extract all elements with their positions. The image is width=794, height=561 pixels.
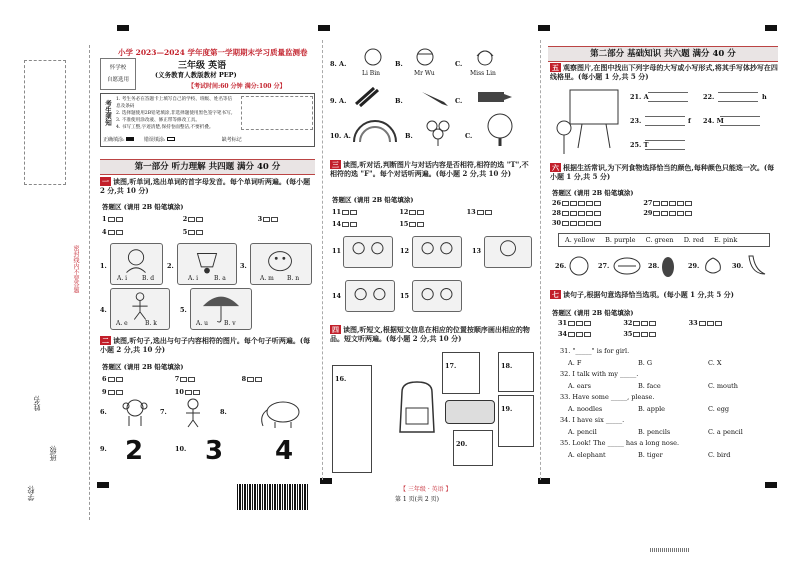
question-stem: 35. Look! The _____ has a long nose. (560, 439, 680, 447)
answer-area-2: 答题区 (请用 2B 铅笔填涂) (102, 363, 184, 371)
bubble-f[interactable] (350, 210, 357, 215)
flowers-picture (418, 116, 458, 146)
class-label: 班级: (49, 445, 57, 462)
name-label: Li Bin (362, 70, 381, 77)
bubble-a[interactable] (108, 377, 115, 382)
time-score: 【考试时间:60 分钟 满分:100 分】 (188, 83, 286, 90)
bubble-a[interactable] (263, 217, 270, 222)
option-a: A. elephant (568, 450, 606, 459)
question-2-text: 二 读图,听句子,选出与句子内容相符的图片。每个句子听两遍。(每小题 2 分,共 10 分) (100, 336, 311, 354)
monkey-picture (115, 398, 155, 428)
dialogue-picture (484, 236, 532, 268)
bubble-b[interactable] (271, 217, 278, 222)
drawing-box-16[interactable]: 16. (332, 365, 372, 473)
name-label: 姓名: (33, 395, 41, 412)
option-b: B. a (214, 275, 226, 282)
answer-area-1: 答题区 (请用 2B 铅笔填涂) (102, 203, 184, 211)
bubble-t[interactable] (342, 222, 349, 227)
drawing-box-19[interactable]: 19. (498, 395, 534, 447)
letter-item: 25. T (630, 141, 649, 149)
bubble-c[interactable] (578, 201, 585, 206)
bubble-a[interactable] (562, 221, 569, 226)
bubble-b[interactable] (116, 377, 123, 382)
page-number: 第 1 页(共 2 页) (395, 496, 439, 503)
item-num: 7. (160, 408, 167, 416)
bubble-b[interactable] (116, 230, 123, 235)
question-4-text: 四 读图,听短文,根据短文信息在相应的位置按顺序画出相应的物品。短文听两遍。(每小题 2 分,共 10 分) (330, 325, 530, 343)
option-c: C. bird (708, 450, 731, 459)
bubble-f[interactable] (485, 210, 492, 215)
dialogue-picture (343, 236, 393, 268)
bubble-b[interactable] (707, 321, 714, 326)
writing-line[interactable] (718, 92, 758, 102)
watermelon-picture (612, 256, 642, 276)
answer-num: 12 (399, 208, 409, 216)
bubble-b[interactable] (570, 211, 577, 216)
teacher-board-picture (552, 88, 622, 160)
binding-sidebar (20, 45, 90, 520)
option-b: B. d (142, 275, 155, 282)
bubble-b[interactable] (570, 221, 577, 226)
writing-line[interactable] (720, 116, 760, 126)
letter-item: 24. M (703, 117, 724, 125)
registration-mark (117, 25, 129, 31)
decorative-bar (650, 548, 690, 552)
bubble-c[interactable] (649, 321, 656, 326)
option-a: A. m (260, 275, 274, 282)
bubble-b[interactable] (116, 390, 123, 395)
writing-line[interactable] (648, 92, 688, 102)
answer-num: 14 (332, 220, 342, 228)
bubble-f[interactable] (350, 222, 357, 227)
bubble-b[interactable] (196, 230, 203, 235)
option-a: A. ears (568, 381, 591, 390)
dialogue-picture (412, 236, 462, 268)
sharpener-picture (474, 86, 514, 108)
bubble-a[interactable] (108, 217, 115, 222)
fill-wrong-label: 错误填涂: (143, 137, 166, 143)
bubble-b[interactable] (570, 201, 577, 206)
bubble-b[interactable] (661, 211, 668, 216)
bubble-b[interactable] (661, 201, 668, 206)
question-7-text: 七 读句子,根据句意选择恰当选项。(每小题 1 分,共 5 分) (552, 290, 734, 299)
dialogue-picture (412, 280, 462, 312)
item-num: 8. A. (330, 60, 347, 68)
answer-num: 7 (174, 375, 180, 383)
registration-mark (765, 482, 777, 488)
answer-num: 8 (241, 375, 247, 383)
item-num: 26. (555, 262, 567, 270)
bubble-e[interactable] (685, 201, 692, 206)
bubble-t[interactable] (342, 210, 349, 215)
color-option: A. yellow (565, 236, 595, 244)
bubble-a[interactable] (188, 217, 195, 222)
school-label: 学校: (27, 485, 35, 502)
notice-line: 3. 不准使用涂改液、修正带等修改工具。 (116, 118, 200, 123)
bubble-b[interactable] (193, 390, 200, 395)
picture-card (177, 243, 237, 285)
bubble-a[interactable] (188, 230, 195, 235)
elephant-picture (255, 396, 305, 430)
item-num: 3. (240, 262, 247, 270)
answer-num: 28 (552, 209, 562, 217)
bubble-d[interactable] (677, 201, 684, 206)
notice-label: 考生须知 (104, 100, 112, 126)
bubble-b[interactable] (255, 377, 262, 382)
backpack-picture (392, 378, 442, 436)
registration-mark (97, 482, 109, 488)
option-a: A. i (188, 275, 199, 282)
answer-num: 5 (182, 228, 188, 236)
letter-item: 22. (703, 93, 715, 101)
answer-num: 10 (174, 388, 184, 396)
notice-line: 2. 选择题使用2B铅笔填涂,非选择题使用黑色签字笔书写。 (116, 111, 236, 116)
option-b: B. k (145, 320, 157, 327)
item-num: 10. A. (330, 132, 351, 140)
bubble-a[interactable] (247, 377, 254, 382)
exam-title: 小学 2023—2024 学年度第一学期期末学习质量监测卷 (118, 48, 308, 57)
option-c: C. mouth (708, 381, 738, 390)
item-num: 14 (332, 292, 342, 300)
answer-num: 33 (688, 319, 698, 327)
color-option: E. pink (714, 236, 738, 244)
edition-text: (义务教育人教版教材 PEP) (155, 71, 237, 79)
registration-mark (765, 25, 777, 31)
answer-num: 9 (102, 388, 107, 396)
rainbow-picture (350, 118, 400, 144)
answer-num: 30 (552, 219, 562, 227)
answer-num: 35 (623, 330, 633, 338)
bubble-e[interactable] (594, 221, 601, 226)
tomato-picture (568, 254, 590, 276)
item-num: 10. (175, 445, 187, 453)
dialogue-picture (345, 280, 395, 312)
answer-area-6: 答题区 (请用 2B 铅笔填涂) (552, 189, 634, 197)
answer-num: 3 (257, 215, 263, 223)
bubble-a[interactable] (185, 390, 192, 395)
option-b: B. tiger (638, 450, 663, 459)
bubble-a[interactable] (108, 230, 115, 235)
fill-correct-label: 正确填涂: (103, 137, 125, 143)
answer-num: 31 (558, 319, 568, 327)
seal-line-text: 密封线内不要答题 (72, 245, 79, 293)
bubble-c[interactable] (669, 211, 676, 216)
drawing-box-20[interactable]: 20. (453, 430, 493, 466)
color-options-box (558, 233, 770, 247)
bubble-b[interactable] (641, 321, 648, 326)
item-num: C. (465, 132, 473, 140)
bubble-b[interactable] (196, 217, 203, 222)
option-b: B. G (638, 358, 653, 367)
pencil-box-picture (445, 400, 495, 424)
option-a: A. i (117, 275, 128, 282)
item-num: 29. (688, 262, 700, 270)
option-a: A. F (568, 358, 582, 367)
bubble-a[interactable] (699, 321, 706, 326)
bubble-d[interactable] (586, 221, 593, 226)
bubble-c[interactable] (715, 321, 722, 326)
writing-line[interactable] (645, 140, 685, 150)
body-picture (178, 398, 208, 428)
letter-item: h (762, 93, 767, 101)
number-three-picture: 3 (205, 436, 224, 466)
question-6-text: 六 根据生活常识,为下列食物选择恰当的颜色,每种颜色只能选一次。(每小题 1 分,共 5 分) (550, 163, 775, 181)
option-c: C. a pencil (708, 427, 743, 436)
bubble-a[interactable] (568, 321, 575, 326)
bubble-e[interactable] (594, 211, 601, 216)
barcode (237, 484, 309, 510)
school-badge-sub: 自愿选用 (106, 77, 129, 83)
tree-picture (480, 112, 520, 146)
item-num: C. (455, 97, 463, 105)
bubble-e[interactable] (685, 211, 692, 216)
registration-mark (318, 25, 330, 31)
item-num: 2. (167, 262, 174, 270)
bubble-a[interactable] (108, 390, 115, 395)
option-b: B. v (224, 320, 236, 327)
bubble-b[interactable] (641, 332, 648, 337)
option-a: A. pencil (568, 427, 597, 436)
peach-picture (702, 254, 724, 276)
bubble-b[interactable] (116, 217, 123, 222)
answer-num: 11 (332, 208, 342, 216)
item-num: B. (395, 60, 403, 68)
item-num: 30. (732, 262, 744, 270)
school-badge-label: 怀学校 (109, 65, 127, 71)
item-num: B. (395, 97, 403, 105)
name-label: Mr Wu (414, 70, 435, 77)
writing-line[interactable] (645, 116, 685, 126)
subject-title: 三年级 英语 (178, 61, 227, 71)
option-b: B. face (638, 381, 661, 390)
bubble-t[interactable] (477, 210, 484, 215)
item-num: 15 (400, 292, 410, 300)
bubble-f[interactable] (417, 222, 424, 227)
bubble-c[interactable] (584, 332, 591, 337)
letter-item: 21. A (630, 93, 649, 101)
answer-num: 26 (552, 199, 562, 207)
bubble-a[interactable] (633, 321, 640, 326)
bubble-c[interactable] (649, 332, 656, 337)
part2-title: 第二部分 基础知识 共六题 满分 40 分 (548, 46, 778, 62)
bubble-c[interactable] (584, 321, 591, 326)
pen-picture (418, 86, 452, 108)
bubble-b[interactable] (576, 332, 583, 337)
bubble-t[interactable] (409, 222, 416, 227)
bubble-b[interactable] (188, 377, 195, 382)
answer-num: 13 (466, 208, 476, 216)
item-num: 4. (100, 306, 107, 314)
barcode-area (241, 96, 313, 130)
woman-picture (472, 48, 498, 70)
question-stem: 31. "_____" is for girl. (560, 347, 630, 355)
letter-item: f (688, 117, 691, 125)
answer-num: 2 (182, 215, 188, 223)
bubble-c[interactable] (578, 211, 585, 216)
item-num: 1. (100, 262, 107, 270)
banana-picture (745, 252, 769, 278)
barcode-placeholder (24, 60, 66, 185)
number-two-picture: 2 (125, 436, 144, 466)
crayons-picture (352, 86, 382, 108)
answer-area-3: 答题区 (请用 2B 铅笔填涂) (332, 196, 414, 204)
part1-title: 第一部分 听力理解 共四题 满分 40 分 (100, 159, 315, 175)
bubble-f[interactable] (417, 210, 424, 215)
school-badge (100, 58, 136, 90)
bubble-a[interactable] (562, 201, 569, 206)
bubble-a[interactable] (653, 201, 660, 206)
color-option: C. green (645, 236, 674, 244)
item-num: 27. (598, 262, 610, 270)
bubble-a[interactable] (653, 211, 660, 216)
bubble-d[interactable] (586, 201, 593, 206)
option-b: B. n (287, 275, 300, 282)
answer-num: 32 (623, 319, 633, 327)
option-a: A. noodles (568, 404, 603, 413)
notice-line: 4. 书写工整,字迹清楚,保持卷面整洁,不要折叠。 (116, 125, 214, 130)
option-b: B. pencils (638, 427, 671, 436)
question-stem: 34. I have six _____. (560, 416, 625, 424)
answer-num: 15 (399, 220, 409, 228)
man-picture (412, 48, 438, 70)
option-c: C. X (708, 358, 722, 367)
letter-item: 23. (630, 117, 642, 125)
bubble-a[interactable] (180, 377, 187, 382)
item-num: 12 (400, 247, 410, 255)
q7-questions (560, 346, 780, 461)
bubble-t[interactable] (409, 210, 416, 215)
item-num: 13 (472, 247, 482, 255)
color-option: D. red (683, 236, 704, 244)
bubble-b[interactable] (576, 321, 583, 326)
bubble-a[interactable] (562, 211, 569, 216)
answer-num: 27 (643, 199, 653, 207)
question-5-text: 五 观察图片,在图中找出下列字母的大写或小写形式,将其手写体抄写在四线格里。(每小题 1 分,共 5 分) (550, 63, 778, 81)
item-num: 28. (648, 262, 660, 270)
item-num: B. (405, 132, 413, 140)
notice-box (100, 93, 315, 147)
option-a: A. e (116, 320, 128, 327)
item-num: 9. A. (330, 97, 347, 105)
answer-num: 34 (558, 330, 568, 338)
item-num: 8. (220, 408, 227, 416)
answer-area-7: 答题区 (请用 2B 铅笔填涂) (552, 309, 634, 317)
option-b: B. apple (638, 404, 666, 413)
item-num: 11 (332, 247, 342, 255)
answer-num: 6 (102, 375, 107, 383)
bubble-c[interactable] (669, 201, 676, 206)
drawing-box-18[interactable]: 18. (498, 352, 534, 392)
bubble-c[interactable] (578, 221, 585, 226)
bubble-a[interactable] (633, 332, 640, 337)
question-stem: 32. I talk with my _____. (560, 370, 639, 378)
bubble-a[interactable] (568, 332, 575, 337)
bubble-e[interactable] (594, 201, 601, 206)
footer-tag: 【 三年级 · 英语 】 (400, 486, 452, 493)
eggplant-picture (660, 252, 676, 278)
question-stem: 33. Have some _____, please. (560, 393, 655, 401)
name-label: Miss Lin (470, 70, 496, 77)
color-option: B. purple (605, 236, 636, 244)
item-num: 5. (180, 306, 187, 314)
bubble-d[interactable] (586, 211, 593, 216)
answer-num: 4 (102, 228, 107, 236)
item-num: 6. (100, 408, 107, 416)
absent-label: 缺考标记 (221, 137, 242, 143)
boy-picture (360, 48, 386, 70)
option-a: A. u (196, 320, 209, 327)
option-c: C. egg (708, 404, 730, 413)
question-3-text: 三 读图,听对话,判断图片与对话内容是否相符,相符的选 "T",不相符的选 "F"。每个对话听两遍。(每小题 2 分,共 10 分) (330, 160, 529, 178)
number-four-picture: 4 (275, 436, 294, 466)
question-1-text: 一 读图,听单词,选出单词的首字母发音。每个单词听两遍。(每小题 2 分,共 10 分) (100, 177, 311, 195)
answer-num: 29 (643, 209, 653, 217)
registration-mark (538, 25, 550, 31)
item-num: 9. (100, 445, 107, 453)
item-num: C. (455, 60, 463, 68)
bubble-d[interactable] (677, 211, 684, 216)
notice-line: 1. 考生务必在答题卡上填写自己的学校、班级、姓名等信息及条码 (116, 97, 233, 109)
answer-num: 1 (102, 215, 107, 223)
drawing-box-17[interactable]: 17. (442, 352, 480, 394)
